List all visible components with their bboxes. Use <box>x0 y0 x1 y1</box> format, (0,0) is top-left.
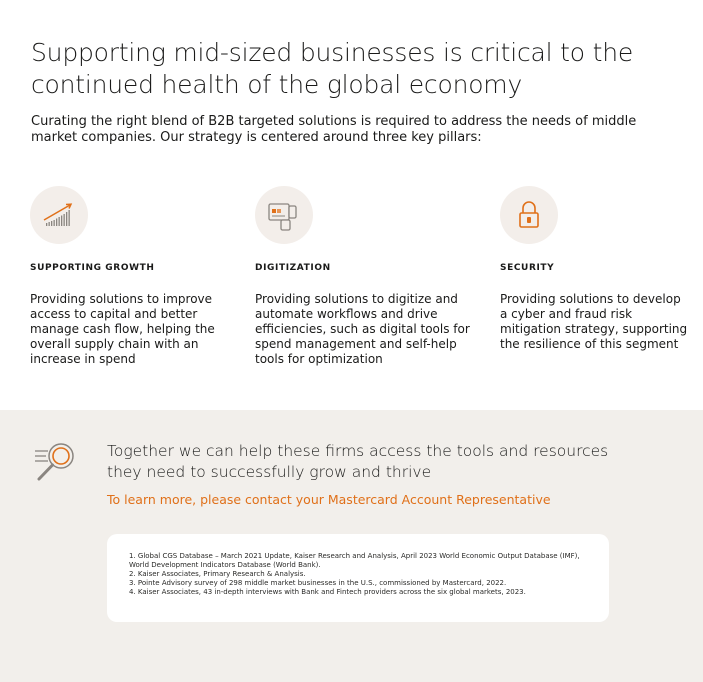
footnote: 4. Kaiser Associates, 43 in-depth interviews with Bank and Fintech providers across the six global markets, 2023. <box>129 588 526 596</box>
contact-link[interactable]: To learn more, please contact your Mastercard Account Representative <box>107 492 551 507</box>
footnote: 3. Pointe Advisory survey of 298 middle market businesses in the U.S., commissioned by Mastercard, 2022. <box>129 579 507 587</box>
pillar-title: SUPPORTING GROWTH <box>30 263 155 273</box>
pillar-security <box>500 186 688 351</box>
pillar-title: DIGITIZATION <box>255 263 331 273</box>
page-title: Supporting mid-sized businesses is critical to the continued health of the global economy <box>31 38 634 99</box>
pillar-description: Providing solutions to develop a cyber and fraud risk mitigation strategy, supporting the resilience of this segment <box>500 292 688 351</box>
pillar-title: SECURITY <box>500 263 555 273</box>
devices-icon <box>255 186 313 244</box>
footnotes-box <box>107 534 609 622</box>
intro-paragraph: Curating the right blend of B2B targeted solutions is required to address the needs of middle market companies. Our strategy is centered around three key pillars: <box>31 114 637 145</box>
cta-message: Together we can help these firms access the tools and resources they need to successfully grow and thrive <box>107 442 609 481</box>
pillar-description: Providing solutions to improve access to capital and better manage cash flow, helping the overall supply chain with an increase in spend <box>30 292 215 366</box>
footnote: 1. Global CGS Database – March 2021 Update, Kaiser Research and Analysis, April 2023 World Economic Output Database (IMF), World Development Indicators Database (World Bank). <box>129 552 580 569</box>
pillar-description: Providing solutions to digitize and automate workflows and drive efficiencies, such as digital tools for spend management and self-help tools for optimization <box>255 292 470 366</box>
pillar-digitization <box>255 186 470 366</box>
growth-chart-icon <box>30 186 88 244</box>
pillar-supporting-growth <box>30 186 215 366</box>
padlock-icon <box>500 186 558 244</box>
magnifier-icon <box>33 440 77 484</box>
cta-section <box>0 410 703 682</box>
footnote: 2. Kaiser Associates, Primary Research & Analysis. <box>129 570 306 578</box>
